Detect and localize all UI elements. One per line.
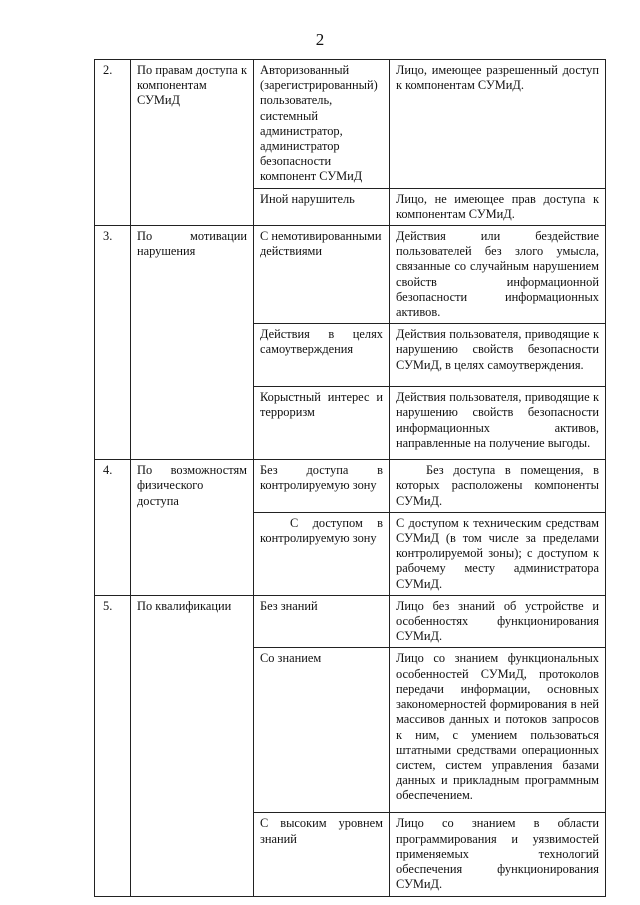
violator-type-cell: Авторизованный (зарегистрированный) пользователь, системный администратор, администратор безопасности компонент СУМиД — [254, 60, 390, 189]
violator-type-cell: Со знанием — [254, 648, 390, 813]
description-cell: Лицо, не имеющее прав доступа к компонентам СУМиД. — [390, 188, 606, 225]
violator-type-cell: Корыстный интерес и терроризм — [254, 387, 390, 460]
description-cell: Действия пользователя, приводящие к нарушению свойств безопасности информационных активов, направленные на получение выгоды. — [390, 387, 606, 460]
description-cell: Лицо со знанием в области программирования и уязвимостей применяемых технологий обеспечения функционирования СУМиД. — [390, 813, 606, 896]
table-row — [95, 595, 606, 648]
description-cell: Лицо, имеющее разрешенный доступ к компонентам СУМиД. — [390, 60, 606, 189]
table-row — [95, 60, 606, 189]
description-cell: Лицо без знаний об устройстве и особенностях функционирования СУМиД. — [390, 595, 606, 648]
violator-type-cell: С доступом в контролируемую зону — [254, 512, 390, 595]
criterion-cell: По мотивации нарушения — [131, 226, 254, 460]
page-number: 2 — [315, 30, 325, 49]
description-cell: С доступом к техническим средствам СУМиД (в том числе за пределами контролируемой зоны); с доступом к рабочему месту администратора СУМиД. — [390, 512, 606, 595]
violator-type-cell: Действия в целях самоутверждения — [254, 324, 390, 387]
violator-type-cell: Без знаний — [254, 595, 390, 648]
row-number: 3. — [95, 226, 131, 460]
violator-type-cell: С высоким уровнем знаний — [254, 813, 390, 896]
description-cell: Без доступа в помещения, в которых расположены компоненты СУМиД. — [390, 460, 606, 513]
violator-type-cell: Иной нарушитель — [254, 188, 390, 225]
criterion-cell: По возможностям физического доступа — [131, 460, 254, 596]
row-number: 2. — [95, 60, 131, 226]
table-row — [95, 460, 606, 513]
violator-type-cell: Без доступа в контролируемую зону — [254, 460, 390, 513]
criterion-cell: По квалификации — [131, 595, 254, 896]
violator-classification-table — [94, 59, 606, 897]
table-row — [95, 226, 606, 324]
description-cell: Действия или бездействие пользователей без злого умысла, связанные со случайным нарушением свойств информационной безопасности информационных активов. — [390, 226, 606, 324]
row-number: 5. — [95, 595, 131, 896]
description-cell: Лицо со знанием функциональных особенностей СУМиД, протоколов передачи информации, основных закономерностей формирования в ней массивов данных и потоков запросов к ним, с умением пользоваться штатными средствами операционных систем, систем управления базами данных и прикладным программным обеспечением. — [390, 648, 606, 813]
row-number: 4. — [95, 460, 131, 596]
description-cell: Действия пользователя, приводящие к нарушению свойств безопасности СУМиД, в целях самоутверждения. — [390, 324, 606, 387]
criterion-cell: По правам доступа к компонентам СУМиД — [131, 60, 254, 226]
violator-type-cell: С немотивированными действиями — [254, 226, 390, 324]
